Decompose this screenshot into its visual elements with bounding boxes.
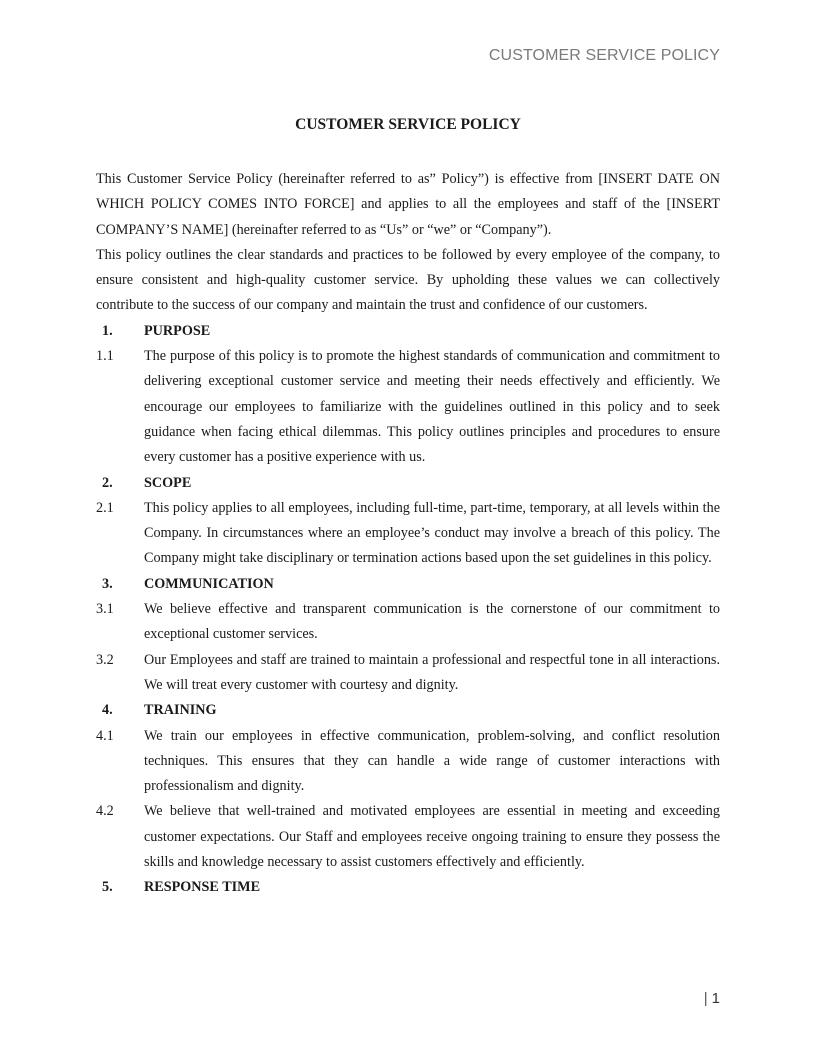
clause-number: 3.1: [96, 601, 114, 618]
clause: [96, 799, 720, 875]
footer-separator: |: [703, 990, 708, 1007]
page-header: CUSTOMER SERVICE POLICY: [488, 47, 720, 64]
clause-number: 4.2: [96, 803, 114, 820]
section-heading: [96, 471, 720, 496]
clause-number: 4.1: [96, 727, 114, 744]
intro-paragraph: This Customer Service Policy (hereinafter referred to as” Policy”) is effective from [INSERT DATE ON WHICH POLICY COMES INTO FORCE] and applies to all the employees and staff of the [INSERT COMPANY’S NAME] (hereinafter referred to as “Us” or “we” or “Company”).: [96, 171, 720, 238]
section-heading: [96, 319, 720, 344]
page-number: 1: [711, 990, 720, 1007]
document-body: [96, 167, 720, 901]
clause-text: Our Employees and staff are trained to maintain a professional and respectful tone in all interactions. We will treat every customer with courtesy and dignity.: [144, 651, 720, 693]
clause-text: We believe that well-trained and motivated employees are essential in meeting and exceeding customer expectations. Our Staff and employees receive ongoing training to ensure they possess the skills and knowledge necessary to assist customers effectively and efficiently.: [144, 803, 720, 871]
clause-text: We believe effective and transparent communication is the cornerstone of our commitment to exceptional customer services.: [144, 601, 720, 643]
clause-number: 1.1: [96, 348, 114, 365]
section-number: 3.: [102, 575, 113, 592]
section-title: SCOPE: [144, 474, 192, 491]
section-number: 1.: [102, 322, 113, 339]
section-title: PURPOSE: [144, 322, 211, 339]
section-number: 5.: [102, 879, 113, 896]
clause: [96, 496, 720, 572]
clause-number: 3.2: [96, 651, 114, 668]
document-title: CUSTOMER SERVICE POLICY: [295, 116, 521, 133]
section-heading: [96, 698, 720, 723]
section-title: RESPONSE TIME: [144, 879, 261, 896]
clause: [96, 344, 720, 470]
clause-number: 2.1: [96, 499, 114, 516]
clause-text: This policy applies to all employees, including full-time, part-time, temporary, at all levels within the Company. In circumstances where an employee’s conduct may involve a breach of this policy. The Company might take disciplinary or termination actions based upon the set guidelines in this policy.: [144, 499, 720, 567]
clause-text: We train our employees in effective communication, problem-solving, and conflict resolution techniques. This ensures that they can handle a wide range of customer interactions with professionalism and dignity.: [144, 727, 720, 795]
section-number: 2.: [102, 474, 113, 491]
clause: [96, 724, 720, 800]
clause: [96, 597, 720, 648]
clause: [96, 648, 720, 699]
section-title: TRAINING: [144, 702, 217, 719]
page-footer: [704, 990, 720, 1007]
clause-text: The purpose of this policy is to promote the highest standards of communication and commitment to delivering exceptional customer service and meeting their needs effectively and efficiently. We encourage our employees to familiarize with the guidelines outlined in this policy and to seek guidance when facing ethical dilemmas. This policy outlines principles and procedures to ensure every customer has a positive experience with us.: [144, 348, 720, 466]
section-heading: [96, 875, 720, 900]
intro-paragraph: This policy outlines the clear standards and practices to be followed by every employee of the company, to ensure consistent and high-quality customer service. By upholding these values we can collectively contribute to the success of our company and maintain the trust and confidence of our customers.: [96, 246, 720, 314]
section-heading: [96, 572, 720, 597]
section-number: 4.: [102, 702, 113, 719]
section-title: COMMUNICATION: [144, 575, 274, 592]
